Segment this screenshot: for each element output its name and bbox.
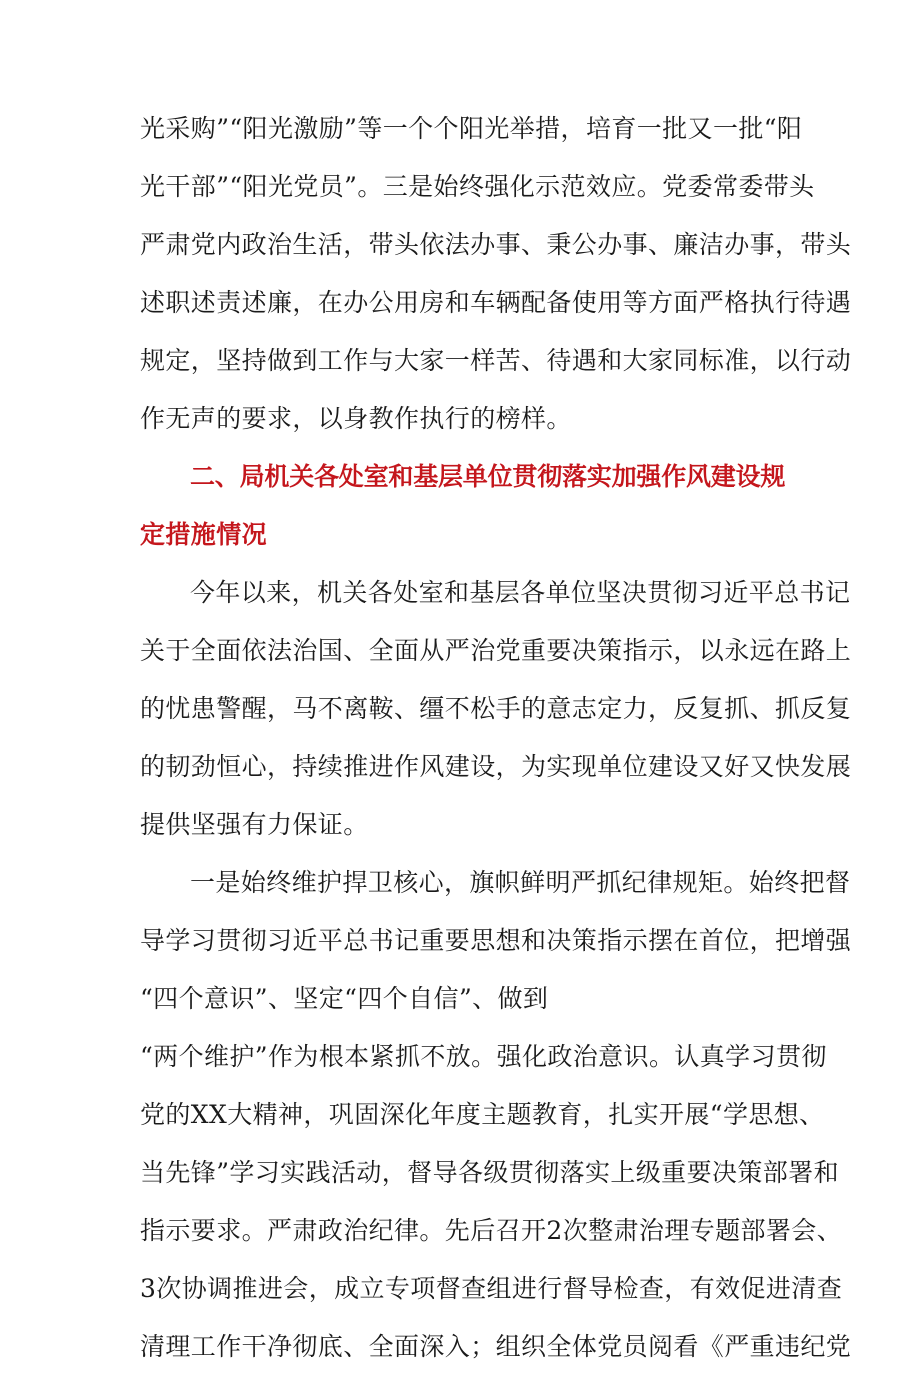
text-line: 规定，坚持做到工作与大家一样苦、待遇和大家同标准，以行动 [140, 346, 852, 375]
text-line: 的忧患警醒，马不离鞍、缰不松手的意志定力，反复抓、抓反复 [140, 694, 852, 723]
heading-line: 定措施情况 [140, 520, 268, 549]
heading-line: 二、局机关各处室和基层单位贯彻落实加强作风建设规 [190, 462, 786, 491]
text-line: 述职述责述廉，在办公用房和车辆配备使用等方面严格执行待遇 [140, 288, 852, 317]
text-line: 的韧劲恒心，持续推进作风建设，为实现单位建设又好又快发展 [140, 752, 852, 781]
text-line: 光干部”“阳光党员”。三是始终强化示范效应。党委常委带头 [140, 172, 815, 201]
document-body [140, 100, 852, 1376]
text-line: 指示要求。严肃政治纪律。先后召开2次整肃治理专题部署会、 [140, 1216, 843, 1245]
text-line: 光采购”“阳光激励”等一个个阳光举措，培育一批又一批“阳 [140, 114, 803, 143]
text-line: 导学习贯彻习近平总书记重要思想和决策指示摆在首位，把增强 [140, 926, 852, 955]
text-line: 提供坚强有力保证。 [140, 810, 369, 839]
text-line: “两个维护”作为根本紧抓不放。强化政治意识。认真学习贯彻 [140, 1042, 827, 1071]
text-line: 一是始终维护捍卫核心，旗帜鲜明严抓纪律规矩。始终把督 [190, 868, 851, 897]
text-line: 今年以来，机关各处室和基层各单位坚决贯彻习近平总书记 [190, 578, 851, 607]
paragraph-continuation [140, 100, 852, 448]
text-line: 3次协调推进会，成立专项督查组进行督导检查，有效促进清查 [140, 1274, 843, 1303]
text-line: 严肃党内政治生活，带头依法办事、秉公办事、廉洁办事，带头 [140, 230, 852, 259]
section-heading [140, 448, 790, 564]
text-line: 关于全面依法治国、全面从严治党重要决策指示，以永远在路上 [140, 636, 852, 665]
paragraph-intro [140, 564, 852, 854]
text-line: “四个意识”、坚定“四个自信”、做到 [140, 984, 549, 1013]
paragraph-point-one [140, 854, 852, 1376]
text-line: 清理工作干净彻底、全面深入；组织全体党员阅看《严重违纪党 [140, 1332, 852, 1361]
text-line: 当先锋”学习实践活动，督导各级贯彻落实上级重要决策部署和 [140, 1158, 839, 1187]
text-line: 党的XX大精神，巩固深化年度主题教育，扎实开展“学思想、 [140, 1100, 825, 1129]
text-line: 作无声的要求，以身教作执行的榜样。 [140, 404, 572, 433]
